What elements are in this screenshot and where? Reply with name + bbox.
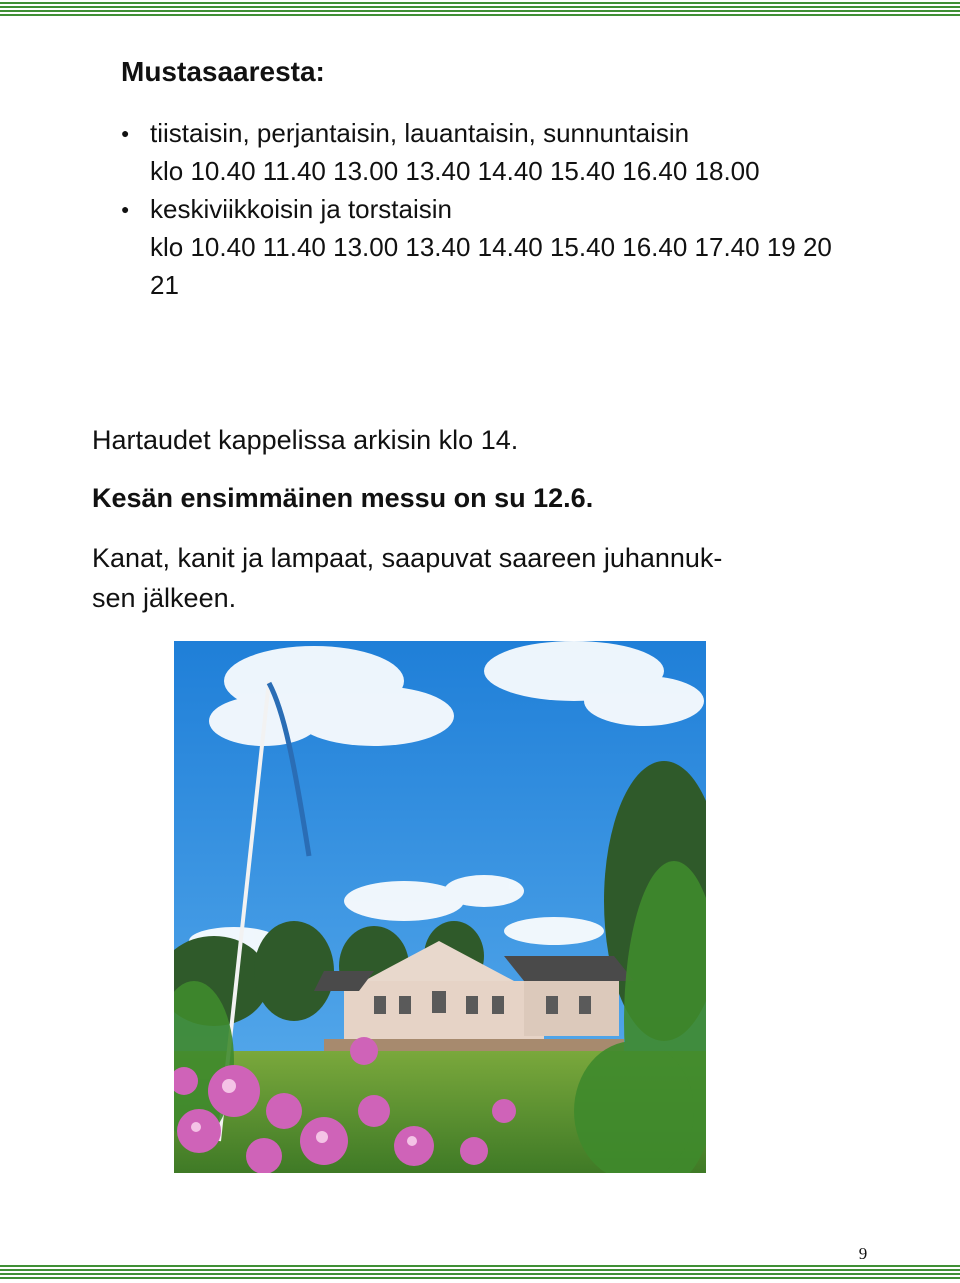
- mass-paragraph: Kesän ensimmäinen messu on su 12.6.: [92, 483, 594, 513]
- top-border: [0, 2, 960, 16]
- page-heading: Mustasaaresta:: [121, 56, 325, 87]
- schedule-days: tiistaisin, perjantaisin, lauantaisin, sunnuntaisin: [150, 118, 690, 148]
- bullet-icon: ●: [121, 201, 130, 217]
- photo-illustration: [174, 641, 706, 1173]
- bullet-icon: ●: [121, 125, 130, 141]
- schedule-times: klo 10.40 11.40 13.00 13.40 14.40 15.40 16.40 17.40 19 20 21: [150, 232, 832, 300]
- schedule-days: keskiviikkoisin ja torstaisin: [150, 194, 452, 224]
- animals-line-1: Kanat, kanit ja lampaat, saapuvat saareen juhannuk-: [92, 543, 723, 573]
- devotions-paragraph: Hartaudet kappelissa arkisin klo 14.: [92, 425, 519, 455]
- bottom-border: [0, 1265, 960, 1279]
- list-item: [121, 190, 841, 304]
- schedule-times: klo 10.40 11.40 13.00 13.40 14.40 15.40 16.40 18.00: [150, 156, 760, 186]
- island-villa-photo: [174, 641, 706, 1173]
- animals-paragraph: [92, 538, 862, 618]
- animals-line-2: sen jälkeen.: [92, 583, 237, 613]
- list-item: [121, 114, 841, 190]
- schedule-list: [121, 114, 841, 304]
- page-number: 9: [858, 1244, 868, 1263]
